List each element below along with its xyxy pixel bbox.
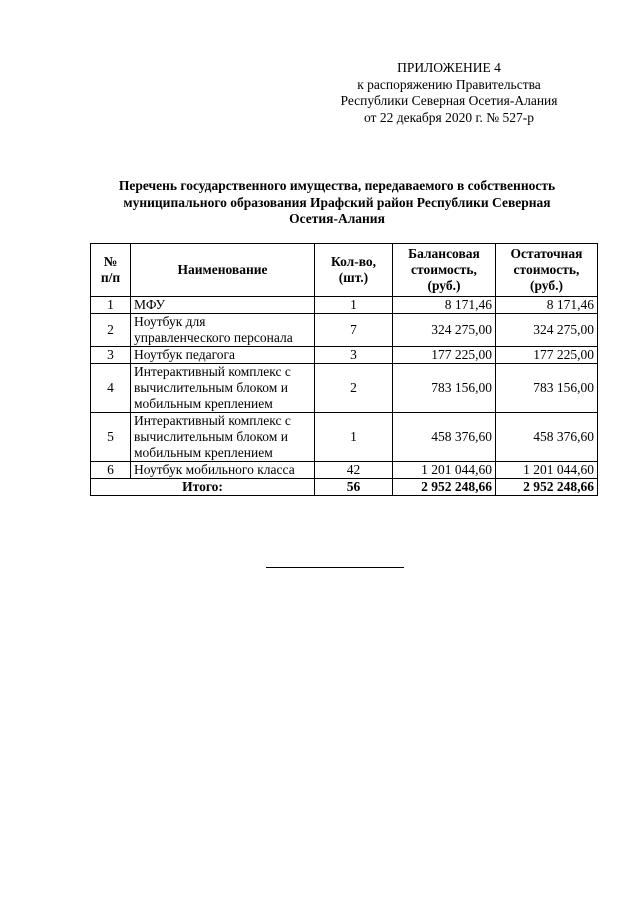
row-number: 4 (91, 364, 131, 413)
title-line: муниципального образования Ирафский район Республики Северная (123, 194, 551, 210)
total-residual-value: 2 952 248,66 (496, 479, 598, 496)
table-total-row (91, 479, 598, 496)
row-number: 5 (91, 413, 131, 462)
table-row (91, 413, 598, 462)
total-balance-value: 2 952 248,66 (393, 479, 496, 496)
appendix-date-line: от 22 декабря 2020 г. № 527-р (363, 109, 535, 125)
title-line: Осетия-Алания (289, 211, 385, 226)
total-qty: 56 (315, 479, 393, 496)
row-qty: 2 (315, 364, 393, 413)
row-residual-value: 8 171,46 (496, 297, 598, 314)
row-qty: 3 (315, 347, 393, 364)
table-row (91, 314, 598, 347)
property-table (90, 243, 598, 496)
row-name: Ноутбук для управленческого персонала (131, 314, 315, 347)
appendix-order-line: к распоряжению Правительства (357, 76, 541, 92)
row-residual-value: 1 201 044,60 (496, 462, 598, 479)
appendix-heading: ПРИЛОЖЕНИЕ 4 (397, 60, 501, 75)
row-qty: 42 (315, 462, 393, 479)
row-residual-value: 783 156,00 (496, 364, 598, 413)
title-line: Перечень государственного имущества, передаваемого в собственность (118, 178, 556, 193)
table-row (91, 297, 598, 314)
header-residual-value: Остаточная стоимость, (руб.) (496, 244, 598, 297)
table-row (91, 462, 598, 479)
row-balance-value: 783 156,00 (393, 364, 496, 413)
row-name: МФУ (131, 297, 315, 314)
row-qty: 1 (315, 413, 393, 462)
row-name: Ноутбук мобильного класса (131, 462, 315, 479)
row-balance-value: 458 376,60 (393, 413, 496, 462)
row-balance-value: 8 171,46 (393, 297, 496, 314)
table-header-row (91, 244, 598, 297)
row-name: Интерактивный комплекс с вычислительным блоком и мобильным креплением (131, 413, 315, 462)
header-num: № п/п (91, 244, 131, 297)
row-number: 2 (91, 314, 131, 347)
row-number: 1 (91, 297, 131, 314)
row-residual-value: 177 225,00 (496, 347, 598, 364)
document-title (92, 178, 582, 228)
row-balance-value: 177 225,00 (393, 347, 496, 364)
header-name: Наименование (131, 244, 315, 297)
appendix-government-line: Республики Северная Осетия-Алания (340, 93, 558, 108)
row-number: 3 (91, 347, 131, 364)
closing-divider (266, 567, 404, 568)
table-row (91, 364, 598, 413)
header-qty: Кол-во, (шт.) (315, 244, 393, 297)
row-number: 6 (91, 462, 131, 479)
appendix-block (318, 60, 580, 126)
header-balance-value: Балансовая стоимость, (руб.) (393, 244, 496, 297)
row-residual-value: 324 275,00 (496, 314, 598, 347)
row-name: Интерактивный комплекс с вычислительным блоком и мобильным креплением (131, 364, 315, 413)
row-balance-value: 1 201 044,60 (393, 462, 496, 479)
row-qty: 1 (315, 297, 393, 314)
row-qty: 7 (315, 314, 393, 347)
table-row (91, 347, 598, 364)
row-residual-value: 458 376,60 (496, 413, 598, 462)
total-label: Итого: (91, 479, 315, 496)
row-name: Ноутбук педагога (131, 347, 315, 364)
row-balance-value: 324 275,00 (393, 314, 496, 347)
